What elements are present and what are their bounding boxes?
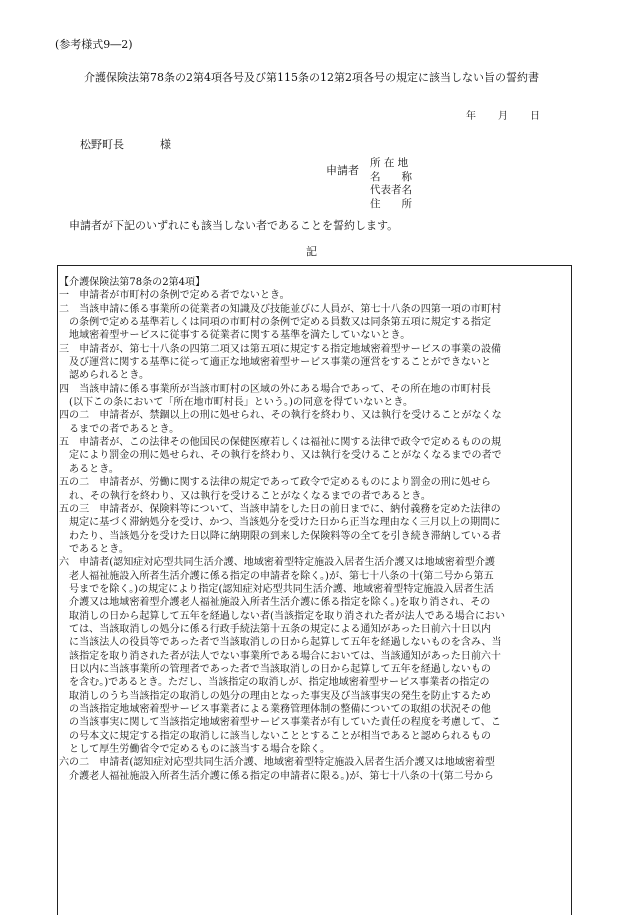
applicant-label: 申請者	[326, 164, 359, 177]
section-heading: 【介護保険法第78条の2第4項】	[59, 277, 206, 288]
condition-line: 地域密着型サービスに従事する従業者に関する基準を満たしていないとき。	[59, 330, 411, 342]
condition-line: 老人福祉施設入所者生活介護に係る指定の申請者を除く。)が、第七十八条の十(第二号から第五	[59, 570, 494, 582]
condition-line: 認められるとき。	[59, 370, 150, 382]
date-line	[466, 107, 540, 122]
condition-line: の当該指定地域密着型サービス事業者による業務管理体制の整備についての取組の状況その他	[59, 704, 491, 715]
condition-line: るまでの者であるとき。	[59, 423, 180, 435]
condition-line: 介護又は地域密着型介護老人福祉施設入所者生活介護に係る指定を除く。)を取り消され、その	[59, 597, 491, 609]
condition-line: あるとき。	[59, 463, 119, 475]
addressee	[80, 136, 171, 152]
conditions-text	[59, 276, 572, 783]
condition-line: であるとき。	[59, 543, 129, 555]
condition-line: 六の二 申請者(認知症対応型共同生活介護、地域密着型特定施設入居者生活介護又は地域密着型	[59, 757, 495, 769]
condition-line: 四 当該申請に係る事業所が当該市町村の区域の外にある場合であって、その所在地の市町村長	[59, 383, 491, 395]
condition-line: 日以内に当該事業所の管理者であった者で当該取消しの日から起算して五年を経過しないもの	[59, 663, 491, 675]
condition-line: の当該事実に関して当該指定地域密着型サービス事業者が有していた責任の程度を考慮して、こ	[59, 717, 501, 729]
addressee-honorific: 様	[160, 138, 171, 151]
condition-line: として厚生労働省令で定めるものに該当する場合を除く。	[59, 744, 331, 756]
condition-line: 三 申請者が、第七十八条の四第二項又は第五項に規定する指定地域密着型サービスの事業の設備	[59, 343, 502, 355]
pledge-statement: 申請者が下記のいずれにも該当しない者であることを誓約します。	[69, 219, 399, 232]
condition-line: ては、当該取消しの処分に係る行政手続法第十五条の規定による通知があった日前六十日以内	[59, 623, 491, 635]
condition-line: の号本文に規定する指定の取消しに該当しないこととすることが相当であると認められるもの	[59, 730, 492, 742]
condition-line: 取消しの日から起算して五年を経過しない者(当該指定を取り消された者が法人である場合におい	[59, 610, 505, 622]
form-reference: (参考様式9―2)	[55, 38, 133, 51]
document-title: 介護保険法第78条の2第4項各号及び第115条の12第2項各号の規定に該当しない旨の誓約書	[84, 71, 539, 84]
condition-line: 規定に基づく滞納処分を受け、かつ、当該処分を受けた日から正当な理由なく三月以上の期間に	[59, 517, 501, 529]
field-name: 名 称	[370, 170, 412, 183]
condition-line: 五 申請者が、この法律その他国民の保健医療若しくは福祉に関する法律で政令で定めるものの規	[59, 437, 502, 449]
date-day: 日	[530, 111, 540, 122]
condition-line: 号までを除く。)の規定により指定(認知症対応型共同生活介護、地域密着型特定施設入居者生活	[59, 583, 494, 595]
condition-line: の条例で定める基準若しくは同項の市町村の条例で定める員数又は同条第五項に規定する指定	[59, 317, 492, 329]
condition-line: 介護老人福祉施設入所者生活介護に係る指定の申請者に限る。)が、第七十八条の十(第二号から	[59, 770, 494, 782]
condition-line: れ、その執行を終わり、又は執行を受けることがなくなるまでの者であるとき。	[59, 490, 431, 502]
field-address: 所 在 地	[370, 157, 409, 169]
ki-heading: 記	[306, 245, 317, 258]
condition-line: 六 申請者(認知症対応型共同生活介護、地域密着型特定施設入居者生活介護又は地域密着型介護	[59, 557, 495, 569]
condition-line: 二 当該申請に係る事業所の従業者の知識及び技能並びに人員が、第七十八条の四第一項の市町村	[59, 303, 502, 315]
condition-line: 及び運営に関する基準に従って適正な地域密着型サービス事業の運営をすることができないと	[59, 357, 492, 369]
addressee-name: 松野町長	[80, 138, 124, 151]
condition-line: 四の二 申請者が、禁錮以上の刑に処せられ、その執行を終わり、又は執行を受けることがなくな	[59, 410, 502, 422]
condition-line: わたり、当該処分を受けた日以降に納期限の到来した保険料等の全てを引き続き滞納している者	[59, 530, 502, 542]
condition-line: 取消しのうち当該指定の取消しの処分の理由となった事実及び当該事実の発生を防止するため	[59, 690, 492, 702]
field-residence: 住 所	[370, 197, 412, 210]
date-year: 年	[466, 111, 476, 122]
condition-line: に当該法人の役員等であった者で当該取消しの日から起算して五年を経過しないものを含み、当	[59, 637, 502, 649]
applicant-fields	[370, 157, 412, 211]
condition-line: 一 申請者が市町村の条例で定める者でないとき。	[59, 290, 290, 302]
condition-line: を含む。)であるとき。ただし、当該指定の取消しが、指定地域密着型サービス事業者の指定の	[59, 677, 490, 689]
condition-line: 五の三 申請者が、保険料等について、当該申請をした日の前日までに、納付義務を定めた法律の	[59, 503, 501, 515]
condition-line: 五の二 申請者が、労働に関する法律の規定であって政令で定めるものにより罰金の刑に処せら	[59, 477, 491, 489]
field-representative: 代表者名	[370, 184, 412, 196]
condition-line: 該指定を取り消された者が法人でない事業所である場合においては、当該通知があった日前六十	[59, 650, 501, 662]
date-month: 月	[498, 111, 508, 122]
condition-line: 定により罰金の刑に処せられ、その執行を終わり、又は執行を受けることがなくなるまでの者で	[59, 450, 502, 462]
condition-line: (以下この条において「所在地市町村長」という。)の同意を得ていないとき。	[59, 397, 414, 409]
